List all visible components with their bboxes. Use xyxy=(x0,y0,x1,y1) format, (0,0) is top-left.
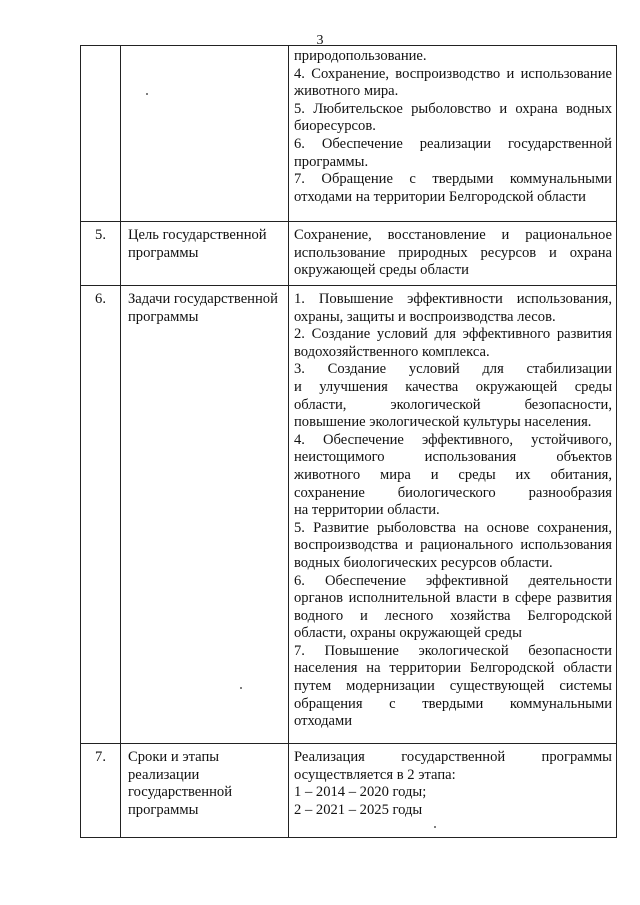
content-line: воспроизводства и рационального использования xyxy=(294,537,612,554)
content-line: 4. Обеспечение эффективного, устойчивого, xyxy=(294,431,612,448)
content-line: 7. Повышение экологической безопасности xyxy=(294,642,612,659)
row-heading-line: программы xyxy=(128,308,199,325)
content-line: 5. Любительское рыболовство и охрана водных xyxy=(294,100,612,117)
content-line: программы. xyxy=(294,153,369,170)
scan-speck xyxy=(434,826,436,828)
content-line: осуществляется в 2 этапа: xyxy=(294,766,456,783)
row-heading-cell xyxy=(121,46,289,222)
table-row xyxy=(81,222,617,286)
content-line: области, охраны окружающей среды xyxy=(294,625,522,642)
row-heading-line: государственной xyxy=(128,784,233,801)
content-line: 3. Создание условий для стабилизации xyxy=(294,361,612,378)
row-number: 6. xyxy=(81,286,121,744)
row-heading-cell xyxy=(121,744,289,838)
content-line: и улучшения качества окружающей среды xyxy=(294,378,612,395)
content-line: водного и лесного хозяйства Белгородской xyxy=(294,607,612,624)
content-line: 5. Развитие рыболовства на основе сохранения, xyxy=(294,519,612,536)
content-line: сохранение биологического разнообразия xyxy=(294,484,612,501)
content-line: органов исполнительной власти в сфере развития xyxy=(294,590,612,607)
content-line: природопользование. xyxy=(294,48,427,64)
content-line: на территории области. xyxy=(294,502,440,519)
table-row xyxy=(81,46,617,222)
content-line: водохозяйственного комплекса. xyxy=(294,343,490,360)
scan-speck xyxy=(240,687,242,689)
content-line: окружающей среды области xyxy=(294,262,469,279)
row-heading-cell xyxy=(121,286,289,744)
row-heading-line: реализации xyxy=(128,766,200,783)
program-passport-table xyxy=(80,45,617,838)
row-number: 5. xyxy=(81,222,121,286)
page-number: 3 xyxy=(316,33,324,48)
row-heading-line: Сроки и этапы xyxy=(128,749,220,765)
content-line: охраны, защиты и воспроизводства лесов. xyxy=(294,308,556,325)
table-row xyxy=(81,286,617,744)
row-number xyxy=(81,46,121,222)
content-line: обращения с твердыми коммунальными xyxy=(294,695,612,712)
content-line: отходами на территории Белгородской области xyxy=(294,188,586,205)
content-line: 2 – 2021 – 2025 годы xyxy=(294,801,423,818)
content-line: водных биологических ресурсов области. xyxy=(294,554,553,571)
row-content-cell xyxy=(289,286,617,744)
row-heading-line: программы xyxy=(128,244,199,261)
content-line: 1. Повышение эффективности использования, xyxy=(294,291,612,307)
scan-speck xyxy=(146,93,148,95)
content-line: биоресурсов. xyxy=(294,118,376,135)
content-line: 6. Обеспечение эффективной деятельности xyxy=(294,572,612,589)
content-line: области, экологической безопасности, xyxy=(294,396,612,413)
row-heading-line: программы xyxy=(128,801,199,818)
content-line: путем модернизации существующей системы xyxy=(294,678,612,695)
row-content-cell xyxy=(289,744,617,838)
content-line: Сохранение, восстановление и рациональное xyxy=(294,227,612,243)
row-heading-line: Задачи государственной xyxy=(128,291,278,307)
content-line: отходами xyxy=(294,713,353,730)
row-content-cell xyxy=(289,46,617,222)
row-content-cell xyxy=(289,222,617,286)
content-line: неистощимого использования объектов xyxy=(294,449,612,466)
content-line: 2. Создание условий для эффективного развития xyxy=(294,326,612,343)
content-line: 7. Обращение с твердыми коммунальными xyxy=(294,171,612,188)
table-row xyxy=(81,744,617,838)
row-number: 7. xyxy=(81,744,121,838)
content-line: животного мира и среды их обитания, xyxy=(294,466,612,483)
content-line: использование природных ресурсов и охрана xyxy=(294,244,612,261)
content-line: населения на территории Белгородской области xyxy=(294,660,612,677)
content-line: Реализация государственной программы xyxy=(294,749,612,765)
row-heading-cell xyxy=(121,222,289,286)
content-line: животного мира. xyxy=(294,83,399,100)
content-line: 6. Обеспечение реализации государственной xyxy=(294,135,612,152)
content-line: 1 – 2014 – 2020 годы; xyxy=(294,784,427,801)
row-heading-line: Цель государственной xyxy=(128,227,267,243)
content-line: 4. Сохранение, воспроизводство и использование xyxy=(294,65,612,82)
content-line: повышение экологической культуры населения. xyxy=(294,414,592,431)
